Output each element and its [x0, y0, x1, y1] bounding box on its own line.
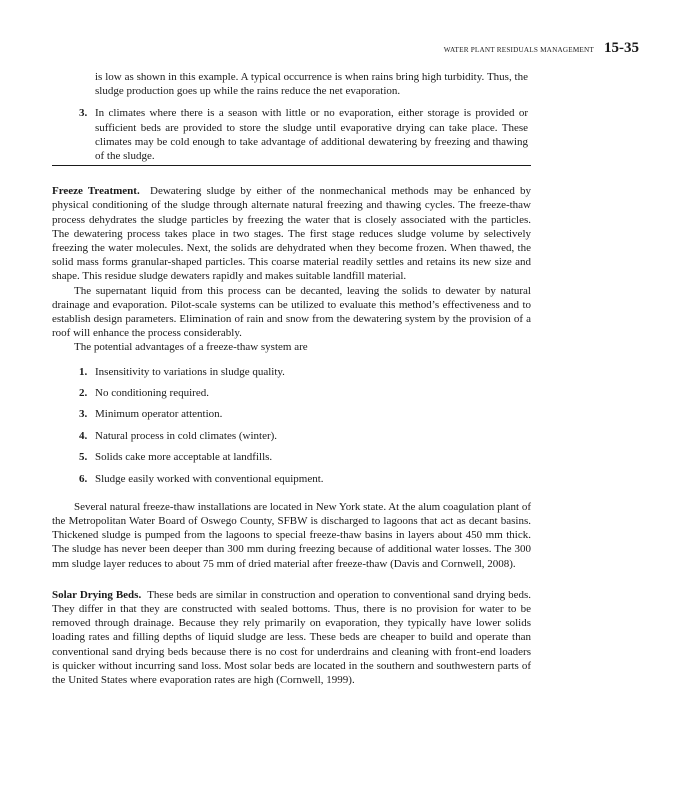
list-text: No conditioning required. — [95, 387, 209, 400]
paragraph-text: Dewatering sludge by either of the nonmechanical methods may be enhanced by physical conditioning of the sludge through alternate natural freezing and thawing cycles. The freeze-thaw process dehydrates the sludge particles by freezing the water that is closely associated with the particles. The dewatering process takes place in two stages. The first stage reduces sludge volume by selectively freezing the water molecules. Next, the solids are dehydrated when they become frozen. When thawed, the solid mass forms granular-shaped particles. This coarse material readily settles and retains its new size and shape. This residue sludge dewaters rapidly and makes suitable landfill material. — [52, 185, 532, 283]
box-bottom-rule — [52, 165, 531, 166]
list-text: Solids cake more acceptable at landfills. — [95, 451, 273, 464]
list-item — [79, 407, 531, 421]
list-number: 3. — [79, 408, 88, 421]
list-number: 6. — [79, 472, 88, 485]
list-number: 1. — [79, 365, 88, 378]
list-text: In climates where there is a season with little or no evaporation, either storage is provided or sufficient beds are provided to store the sludge until evaporative drying can take place. These climates may be cold enough to take advantage of additional dewatering by freezing and thawing of the sludge. — [95, 107, 528, 163]
freeze-paragraph-4: Several natural freeze-thaw installations are located in New York state. At the alum coagulation plant of the Metropolitan Water Board of Oswego County, SFBW is discharged to lagoons that act as decant basins. Thickened sludge is pumped from the lagoons to special freeze-thaw basins in layers about 450 mm thick. The sludge has never been deeper than 300 mm during freezing because of additional water losses. The 300 mm sludge layer reduces to about 75 mm of dried material after freeze-thaw (Davis and Cornwell, 2008). — [52, 500, 531, 570]
advantages-list — [52, 365, 531, 486]
list-item — [79, 365, 531, 379]
section-heading-freeze-treatment: Freeze Treatment. — [52, 185, 140, 198]
list-item — [79, 450, 531, 464]
body-text — [52, 70, 531, 687]
list-text: Sludge easily worked with conventional equipment. — [95, 472, 324, 485]
list-text: Minimum operator attention. — [95, 408, 223, 421]
freeze-paragraph-2: The supernatant liquid from this process can be decanted, leaving the solids to dewater by natural drainage and evaporation. Pilot-scale systems can be utilized to evaluate this method’s effectiveness and to establish design parameters. Elimination of rain and snow from the dewatering system by the provision of a roof will enhance the process considerably. — [52, 284, 531, 340]
list-item — [79, 429, 531, 443]
list-number: 3. — [79, 107, 88, 120]
page-number: 15-35 — [604, 40, 639, 56]
boxed-list-continuation: is low as shown in this example. A typical occurrence is when rains bring high turbidity. Thus, the sludge production goes up while the rains reduce the net evaporation. — [95, 71, 528, 98]
list-item — [79, 472, 531, 486]
running-header-title: WATER PLANT RESIDUALS MANAGEMENT — [443, 46, 594, 54]
boxed-list-item-3 — [52, 106, 531, 163]
list-item — [79, 386, 531, 400]
list-text: Natural process in cold climates (winter). — [95, 429, 278, 442]
list-number: 5. — [79, 451, 88, 464]
list-number: 2. — [79, 387, 88, 400]
list-number: 4. — [79, 429, 88, 442]
list-text: Insensitivity to variations in sludge quality. — [95, 365, 285, 378]
running-header — [444, 40, 639, 57]
paragraph-text: These beds are similar in construction and operation to conventional sand drying beds. They differ in that they are constructed with sealed bottoms. Thus, there is no provision for water to be removed through drainage. Because they rely primarily on evaporation, they typically have lower solids loading rates and filling depths of liquid sludge are less. These beds are cheaper to build and operate than conventional sand drying beds because there is no cost for underdrains and cleaning with front-end loaders is quicker without incurring sand loss. Most solar beds are located in the southern and southwestern parts of the United States where evaporation rates are high (Cornwell, 1999). — [52, 588, 532, 687]
freeze-paragraph-3: The potential advantages of a freeze-thaw system are — [74, 341, 308, 354]
solar-paragraph-1 — [52, 588, 531, 687]
freeze-paragraph-1 — [52, 184, 531, 283]
section-heading-solar-drying-beds: Solar Drying Beds. — [52, 588, 142, 601]
